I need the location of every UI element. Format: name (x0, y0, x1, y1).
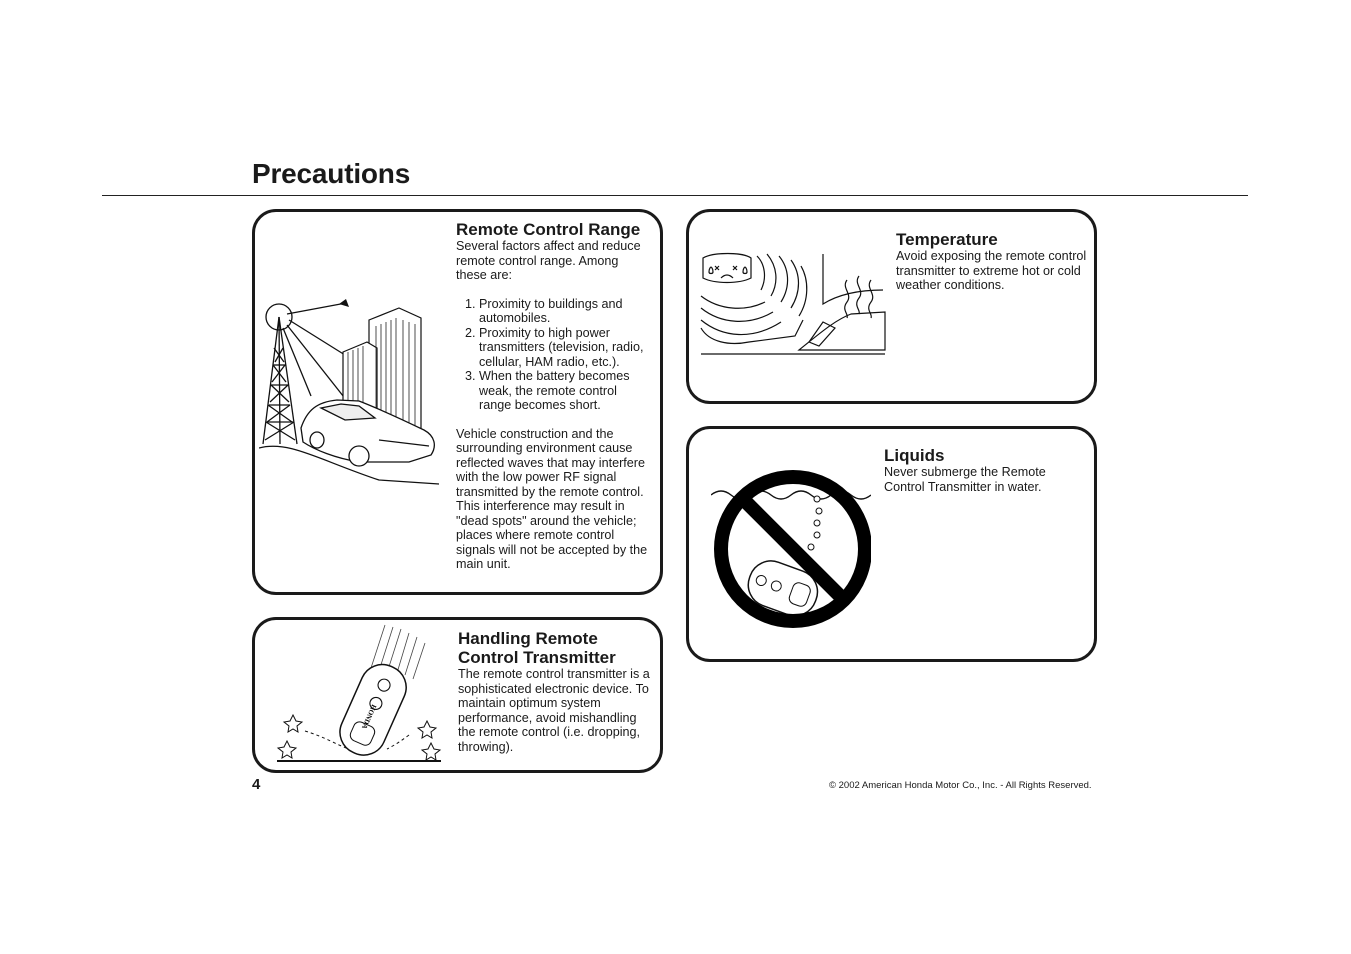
copyright-notice: © 2002 American Honda Motor Co., Inc. - All Rights Reserved. (829, 780, 1092, 791)
list-item: 1. Proximity to buildings and automobiles. (479, 297, 652, 326)
liquids-body: Never submerge the Remote Control Transmitter in water. (884, 465, 1046, 494)
tower-building-car-illustration (259, 290, 444, 490)
handling-panel (252, 617, 663, 773)
list-item: 2. Proximity to high power transmitters (television, radio, cellular, HAM radio, etc.). (479, 326, 652, 370)
range-panel (252, 209, 663, 595)
handling-heading-line1: Handling Remote (458, 629, 598, 648)
liquids-panel (686, 426, 1097, 662)
range-intro: Several factors affect and reduce remote control range. Among these are: (456, 239, 641, 282)
title-rule (102, 195, 1248, 196)
range-factors-list (456, 297, 652, 413)
temperature-heading: Temperature (896, 230, 998, 249)
range-heading: Remote Control Range (456, 220, 641, 239)
list-item: 3. When the battery becomes weak, the remote control range becomes short. (479, 369, 652, 413)
liquids-heading: Liquids (884, 446, 945, 465)
dropped-remote-illustration (275, 623, 455, 763)
temperature-body: Avoid exposing the remote control transmitter to extreme hot or cold weather conditions. (896, 249, 1087, 292)
page-title: Precautions (252, 158, 411, 189)
no-submerge-remote-illustration (711, 465, 871, 631)
temperature-panel (686, 209, 1097, 404)
page-number: 4 (252, 776, 261, 793)
remote-logo: HONDA (359, 703, 378, 731)
handling-body: The remote control transmitter is a sophisticated electronic device. To maintain optimum system performance, avoid mishandling the remote control (i.e. dropping, throwing). (458, 667, 650, 754)
range-body: Vehicle construction and the surrounding environment cause reflected waves that may interfere with the low power RF signal transmitted by the remote control. This interference may result in "dead spots" around the vehicle; places where remote control signals will not be accepted by the main unit. (456, 426, 648, 571)
sun-car-heat-illustration (699, 250, 891, 362)
handling-heading-line2: Control Transmitter (458, 648, 616, 667)
